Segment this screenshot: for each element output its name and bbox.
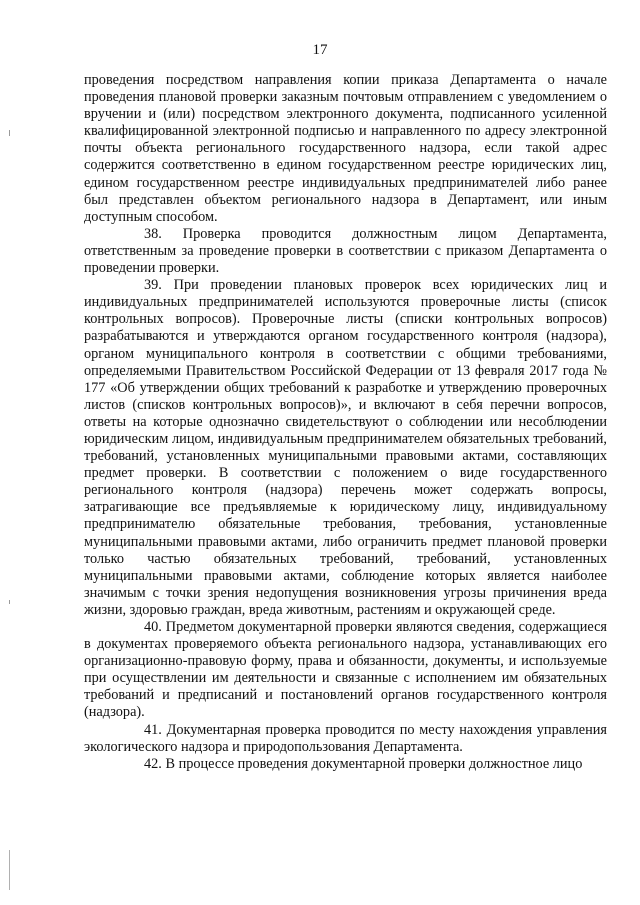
scan-edge-mark (9, 850, 10, 890)
paragraph-text: Проверка проводится должностным лицом Департамента, ответственным за проведение проверки в соответствии с приказом Департамента о проведении проверки. (84, 225, 607, 277)
paragraph-number: 41. (144, 721, 162, 738)
paragraph-39 (84, 277, 607, 619)
paragraph-number: 39. (144, 277, 162, 294)
paragraph-38 (84, 226, 607, 277)
document-body (84, 72, 607, 773)
paragraph-40 (84, 619, 607, 722)
paragraph-text: Документарная проверка проводится по месту нахождения управления экологического надзора и природопользования Департамента. (84, 721, 607, 755)
paragraph-text: проведения посредством направления копии приказа Департамента о начале проведения плановой проверки заказным почтовым отправлением с уведомлением о вручении и (или) посредством электронного документа, подписанного усиленной квалифицированной электронной подписью и направленного по адресу электронной почты объекта регионального государственного надзора, если такой адрес содержится соответственно в едином государственном реестре юридических лиц, едином государственном реестре индивидуальных предпринимателей либо ранее был представлен объектом регионального надзора в Департамент, или иным доступным способом. (84, 72, 607, 225)
paragraph-number: 42. (144, 755, 162, 772)
scan-edge-mark (9, 600, 10, 604)
paragraph-text: В процессе проведения документарной проверки должностное лицо (165, 755, 583, 772)
paragraph-number: 40. (144, 619, 162, 635)
paragraph-41 (84, 722, 607, 756)
paragraph-42 (84, 756, 607, 773)
paragraph-continuation (84, 72, 607, 226)
paragraph-number: 38. (144, 225, 162, 242)
paragraph-text: При проведении плановых проверок всех юридических лиц и индивидуальных предпринимателей используются проверочные листы (список контрольных вопросов). Проверочные листы (списки контрольных вопросов) разрабатываются и утверждаются органом государственного контроля (надзора), органом муниципального контроля в соответствии с общими требованиями, определяемыми Правительством Российской Федерации от 13 февраля 2017 года № 177 «Об утверждении общих требований к разработке и утверждению проверочных листов (списков контрольных вопросов)», и включают в себя перечни вопросов, ответы на которые однозначно свидетельствуют о соблюдении или несоблюдении юридическим лицом, индивидуальным предпринимателем обязательных требований, требований, установленных муниципальными правовыми актами, составляющих предмет проверки. В соответствии с положением о виде государственного регионального контроля (надзора) перечень может содержать вопросы, затрагивающие все предъявляемые к юридическому лицу, индивидуальному предпринимателю обязательные требования, требования, установленные муниципальными правовыми актами, либо ограничить предмет плановой проверки только частью обязательных требований, требований, установленных муниципальными правовыми актами, соблюдение которых является наиболее значимым с точки зрения недопущения возникновения угрозы причинения вреда жизни, здоровью граждан, вреда животным, растениям и окружающей среде. (84, 277, 607, 618)
scan-edge-mark (9, 130, 10, 136)
page-number: 17 (312, 42, 328, 58)
paragraph-text: Предметом документарной проверки являются сведения, содержащиеся в документах проверяемого объекта регионального надзора, устанавливающих его организационно-правовую форму, права и обязанности, документы, и используемые при осуществлении им деятельности и связанные с исполнением им обязательных требований и предписаний и постановлений органов государственного контроля (надзора). (84, 619, 607, 721)
